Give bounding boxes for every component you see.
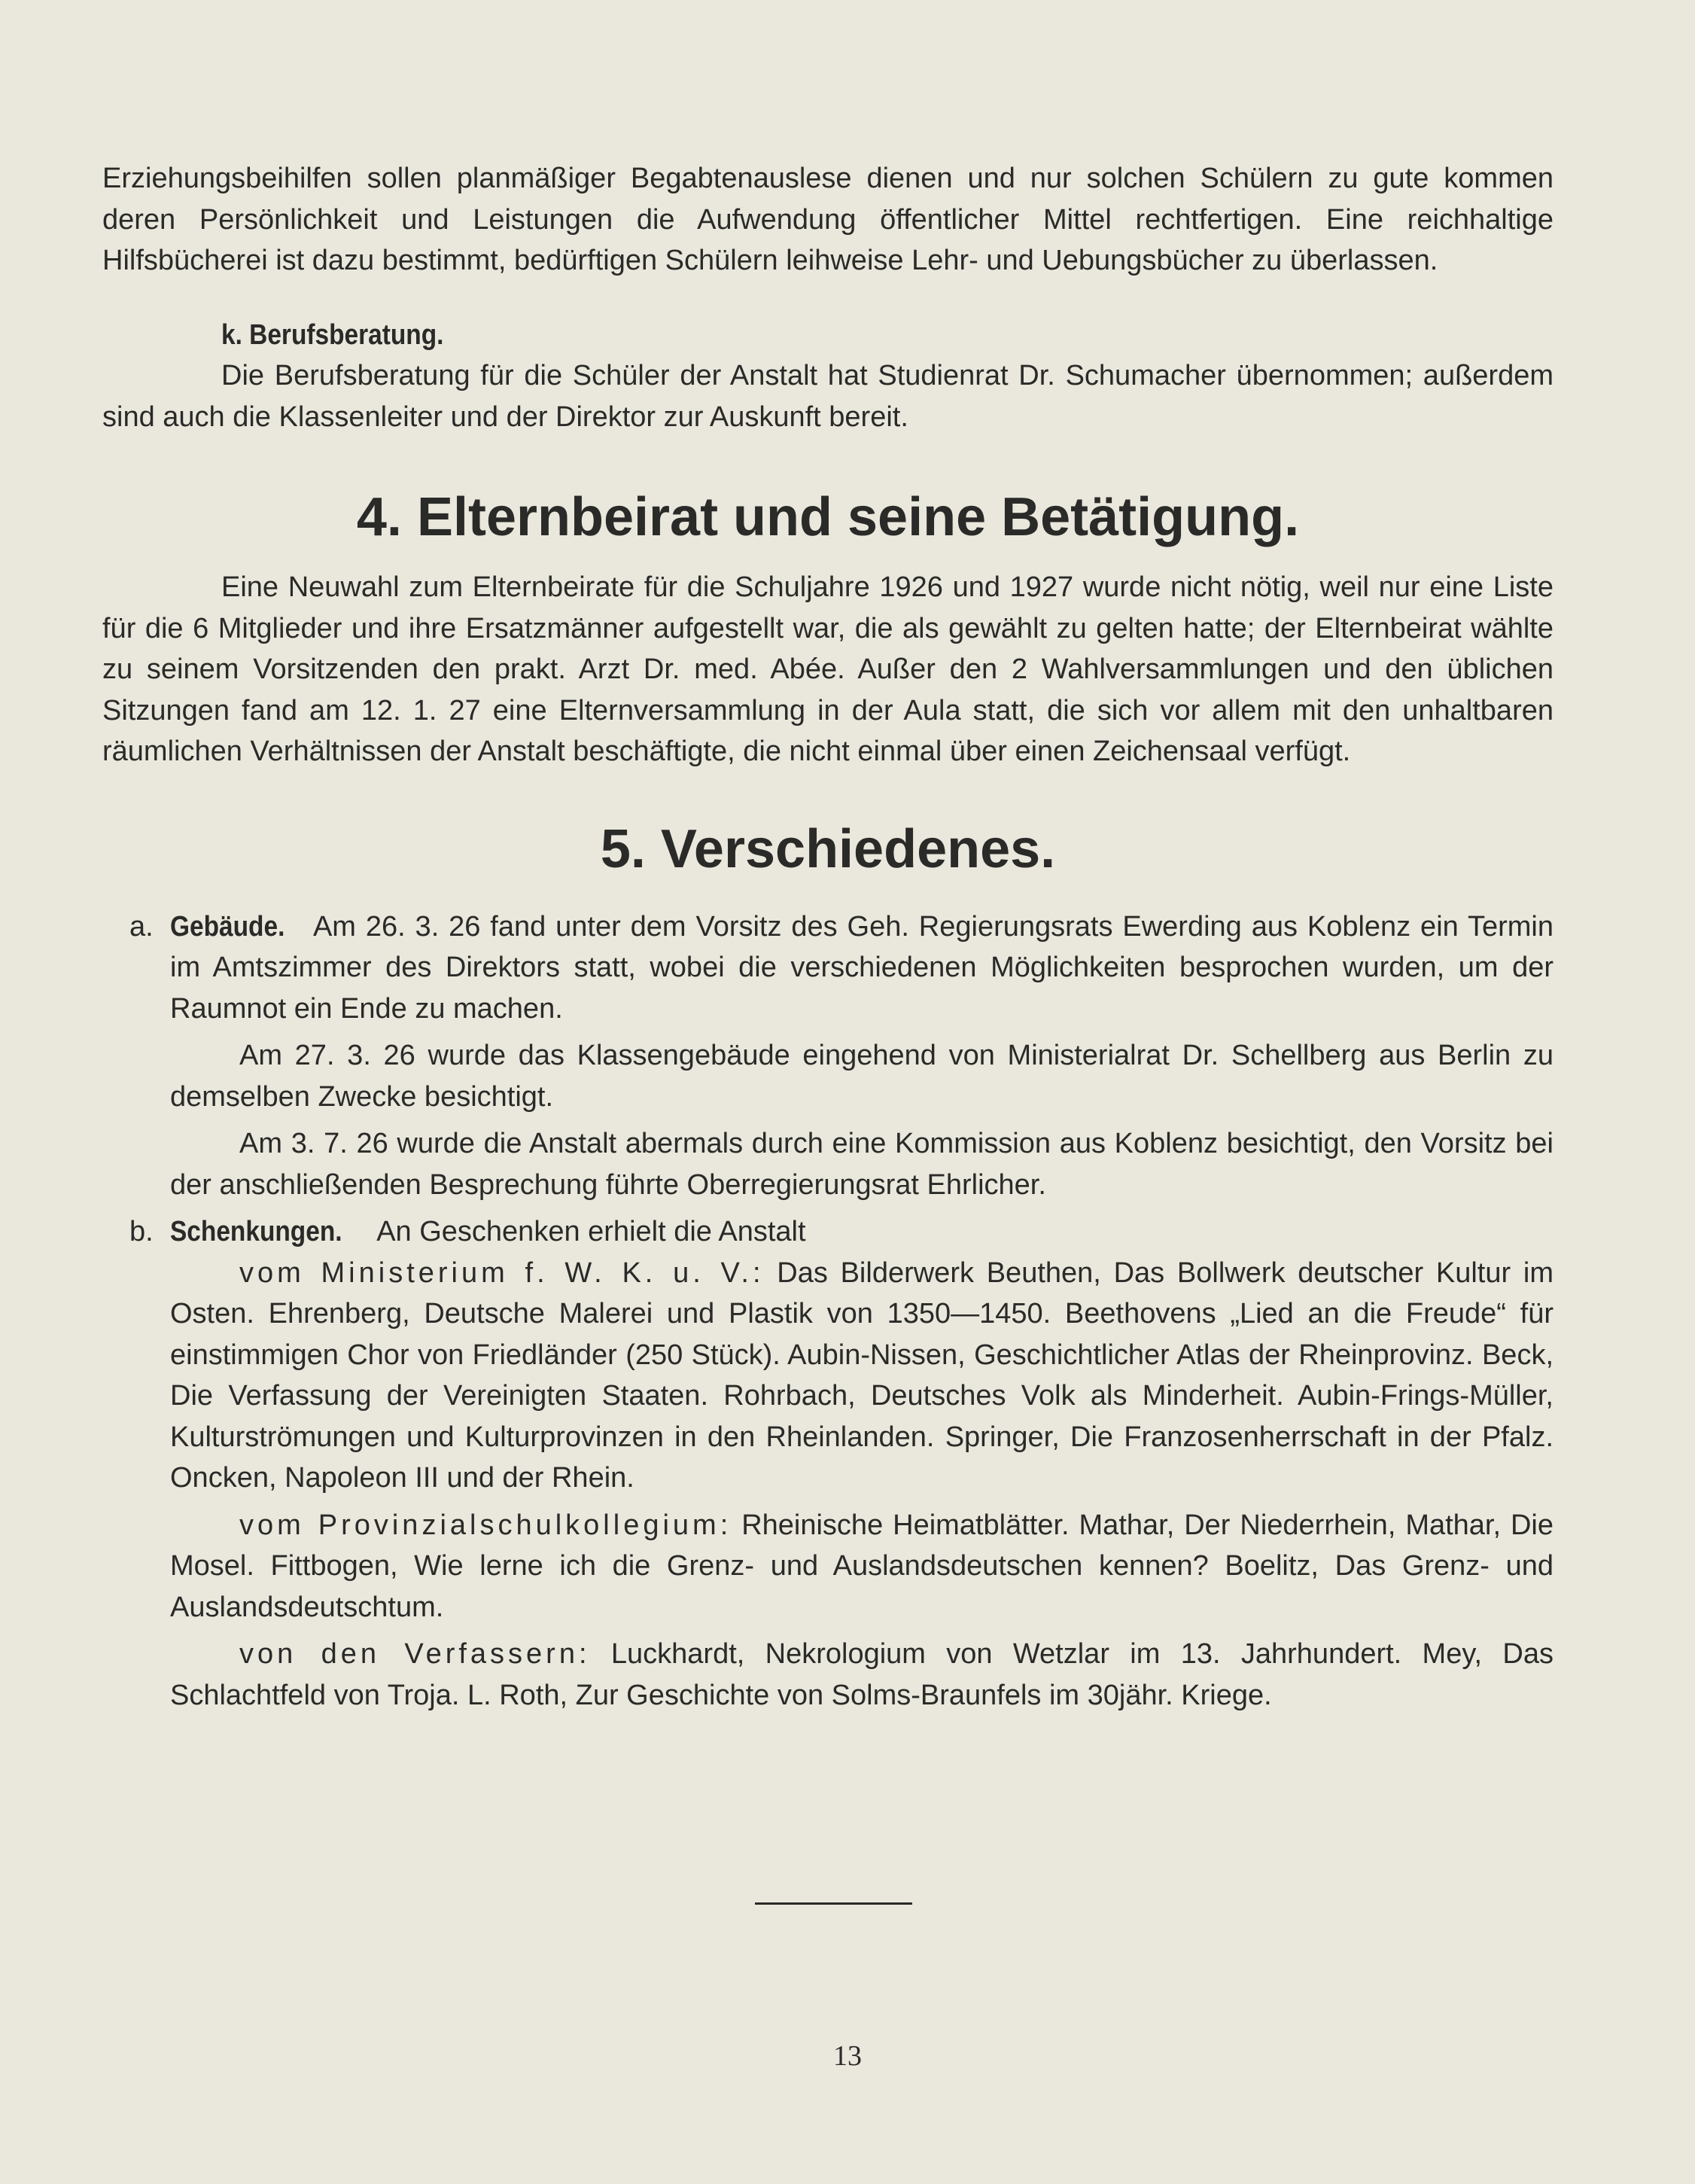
item-a-paragraph-2: Am 27. 3. 26 wurde das Klassengebäude eingehend von Ministerialrat Dr. Schellberg aus Berlin zu demselben Zwecke besichtigt. <box>170 1040 1553 1113</box>
donor-ministerium-text: Das Bilderwerk Beuthen, Das Bollwerk deutscher Kultur im Osten. Ehrenberg, Deutsche Malerei und Plastik von 1350—1450. Beethovens „Lied an die Freude“ für einstimmigen Chor von Friedländer (250 Stück). Aubin-Nissen, Geschichtlicher Atlas der Rheinprovinz. Beck, Die Verfassung der Vereinigten Staaten. Rohrbach, Deutsches Volk als Minderheit. Aubin-Frings-Müller, Kulturströmungen und Kulturprovinzen in den Rheinlanden. Springer, Die Franzosenherrschaft in der Pfalz. Oncken, Napoleon III und der Rhein. <box>170 1256 1553 1494</box>
berufsberatung-paragraph: Die Berufsberatung für die Schüler der Anstalt hat Studienrat Dr. Schumacher übernommen; außerdem sind auch die Klassenleiter und der Direktor zur Auskunft bereit. <box>102 360 1553 433</box>
section-4-paragraph: Eine Neuwahl zum Elternbeirate für die Schuljahre 1926 und 1927 wurde nicht nötig, weil nur eine Liste für die 6 Mitglieder und ihre Ersatzmänner aufgestellt war, die als gewählt zu gelten hatte; der Elternbeirat wählte zu seinem Vorsitzenden den prakt. Arzt Dr. med. Abée. Außer den 2 Wahlversammlungen und den üblichen Sitzungen fand am 12. 1. 27 eine Elternversammlung in der Aula statt, die sich vor allem mit den unhaltbaren räumlichen Verhältnissen der Anstalt beschäftigte, die nicht einmal über einen Zeichensaal verfügt. <box>102 571 1553 767</box>
item-b-schenkungen <box>102 1211 1553 1716</box>
item-a-gebaeude <box>102 906 1553 1206</box>
page-content <box>102 158 1553 1716</box>
donor-verfasser-text: Luckhardt, Nekrologium von Wetzlar im 13. Jahrhundert. Mey, Das Schlachtfeld von Troja. L. Roth, Zur Geschichte von Solms-Braunfels im 30jähr. Kriege. <box>170 1638 1553 1711</box>
berufsberatung-heading: k. Berufsberatung. <box>221 318 444 351</box>
donor-verfasser-label: von den Verfassern: <box>239 1638 591 1670</box>
item-a-marker: a. <box>129 910 154 943</box>
item-b-intro-text: An Geschenken erhielt die Anstalt <box>376 1216 806 1247</box>
closing-rule <box>755 1902 912 1905</box>
item-b-heading: Schenkungen. <box>170 1216 342 1247</box>
item-b-intro <box>170 1211 1553 1253</box>
donor-ministerium-paragraph <box>170 1253 1553 1499</box>
page-number: 13 <box>833 2040 862 2072</box>
item-a-heading: Gebäude. <box>170 910 285 943</box>
section-5-title: 5. Verschiedenes. <box>600 818 1056 879</box>
item-a-paragraph-3: Am 3. 7. 26 wurde die Anstalt abermals durch eine Kommission aus Koblenz besichtigt, den Vorsitz bei der anschließenden Besprechung führte Oberregierungsrat Ehrlicher. <box>170 1128 1553 1201</box>
item-a-paragraph-1 <box>170 906 1553 1030</box>
donor-provinzial-text: Rheinische Heimatblätter. Mathar, Der Niederrhein, Mathar, Die Mosel. Fittbogen, Wie lerne ich die Grenz- und Auslandsdeutschen kennen? Boelitz, Das Grenz- und Auslandsdeutschtum. <box>170 1509 1554 1623</box>
donor-ministerium-label: vom Ministerium f. W. K. u. V.: <box>239 1256 765 1289</box>
item-b-marker: b. <box>129 1216 154 1247</box>
donor-verfasser-paragraph <box>170 1634 1553 1716</box>
donor-provinzial-paragraph <box>170 1505 1553 1628</box>
donor-provinzial-label: vom Provinzialschulkollegium: <box>239 1509 732 1541</box>
item-a-text-1: Am 26. 3. 26 fand unter dem Vorsitz des Geh. Regierungsrats Ewerding aus Koblenz ein Termin im Amtszimmer des Direktors statt, wobei die verschiedenen Möglichkeiten besprochen wurden, um der Raumnot ein Ende zu machen. <box>170 910 1553 1025</box>
section-4-title: 4. Elternbeirat und seine Betätigung. <box>356 487 1300 547</box>
intro-paragraph: Erziehungsbeihilfen sollen planmäßiger Begabtenauslese dienen und nur solchen Schülern zu gute kommen deren Persönlichkeit und Leistungen die Aufwendung öffentlicher Mittel rechtfertigen. Eine reichhaltige Hilfsbücherei ist dazu bestimmt, bedürftigen Schülern leihweise Lehr- und Uebungsbücher zu überlassen. <box>102 163 1553 276</box>
